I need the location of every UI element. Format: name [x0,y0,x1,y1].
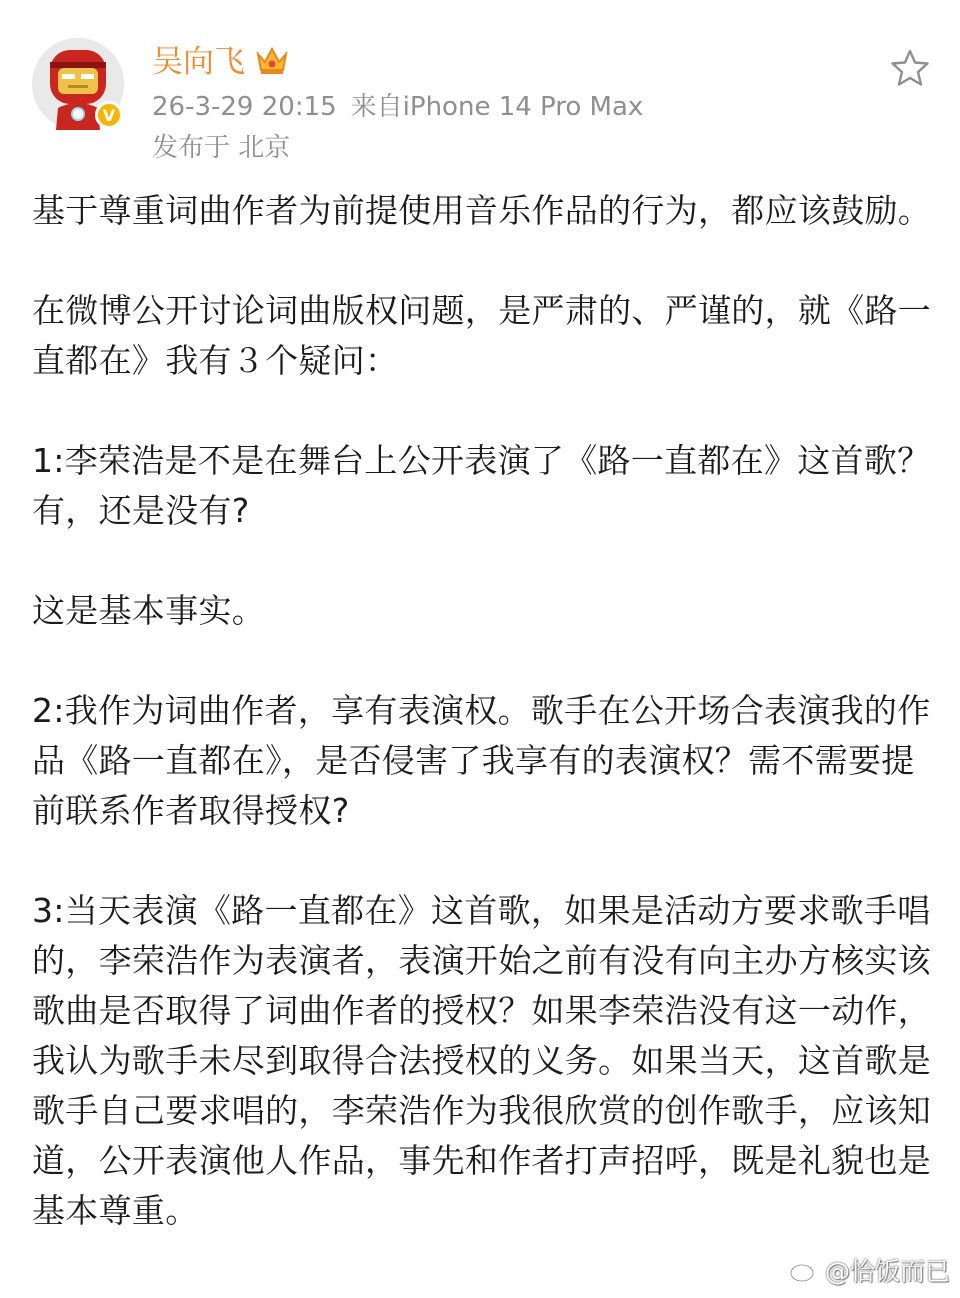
post-header [0,0,960,180]
weibo-logo-icon [789,1257,819,1283]
post-timestamp: 26-3-29 20:15 [152,92,337,122]
watermark [789,1252,950,1288]
crown-icon [254,44,290,76]
paragraph: 3:当天表演《路一直都在》这首歌，如果是活动方要求歌手唱的，李荣浩作为表演者，表演开始之前有没有向主办方核实该歌曲是否取得了词曲作者的授权？如果李荣浩没有这一动作，我认为歌手未尽到取得合法授权的义务。如果当天，这首歌是歌手自己要求唱的，李荣浩作为我很欣赏的创作歌手，应该知道，公开表演他人作品，事先和作者打声招呼，既是礼貌也是基本尊重。 [32,891,932,1230]
paragraph: 2:我作为词曲作者，享有表演权。歌手在公开场合表演我的作品《路一直都在》，是否侵害了我享有的表演权？需不需要提前联系作者取得授权? [32,691,931,830]
author-name[interactable]: 吴向飞 [152,44,245,80]
post-content [32,186,932,1236]
post-location: 发布于 北京 [152,133,291,163]
paragraph: 1:李荣浩是不是在舞台上公开表演了《路一直都在》这首歌？有，还是没有? [32,441,931,530]
watermark-text: @恰饭而已 [824,1257,950,1286]
post-source[interactable]: 来自iPhone 14 Pro Max [350,92,644,122]
paragraph: 在微博公开讨论词曲版权问题，是严肃的、严谨的，就《路一直都在》我有３个疑问： [32,291,932,380]
paragraph: 基于尊重词曲作者为前提使用音乐作品的行为，都应该鼓励。 [32,191,932,230]
paragraph: 这是基本事实。 [32,591,266,630]
post-meta [152,90,643,124]
star-outline-icon[interactable] [890,48,930,88]
verified-badge: V [95,101,123,129]
